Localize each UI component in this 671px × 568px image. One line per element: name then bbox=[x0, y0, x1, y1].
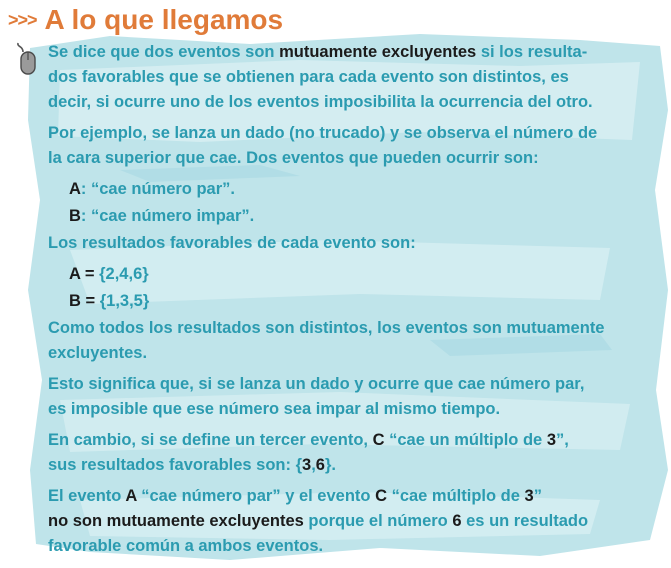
text: , bbox=[311, 456, 316, 474]
event-label: C bbox=[375, 487, 387, 505]
section-title: A lo que llegamos bbox=[44, 4, 284, 35]
set-a bbox=[48, 262, 654, 287]
number: 6 bbox=[452, 512, 462, 530]
text: “cae múltiplo de bbox=[386, 487, 525, 505]
set-values: {2,4,6} bbox=[99, 265, 149, 283]
text: si los resulta- bbox=[476, 43, 588, 61]
text: }. bbox=[324, 456, 336, 474]
conclusion-paragraph bbox=[48, 316, 654, 366]
text: excluyentes. bbox=[48, 344, 148, 362]
event-a bbox=[48, 177, 654, 202]
text: ”, bbox=[556, 431, 569, 449]
mouse-icon bbox=[9, 42, 39, 76]
number: 3 bbox=[524, 487, 534, 505]
meaning-paragraph bbox=[48, 372, 654, 422]
set-b bbox=[48, 289, 654, 314]
text: Por ejemplo, se lanza un dado (no trucado) y se observa el número de bbox=[48, 124, 598, 142]
set-label: B bbox=[69, 292, 81, 310]
text: es un resultado bbox=[461, 512, 589, 530]
content-body bbox=[48, 40, 654, 565]
third-event-paragraph bbox=[48, 428, 654, 478]
event-label: B bbox=[69, 207, 81, 225]
event-text: : “cae número par”. bbox=[80, 180, 235, 198]
text: es imposible que ese número sea impar al mismo tiempo. bbox=[48, 400, 501, 418]
set-values: {1,3,5} bbox=[99, 292, 150, 310]
event-b bbox=[48, 204, 654, 229]
term-mutually-exclusive: mutuamente excluyentes bbox=[279, 43, 477, 61]
text: Como todos los resultados son distintos, los eventos son mutuamente bbox=[48, 319, 605, 337]
text: Esto significa que, si se lanza un dado y ocurre que cae número par, bbox=[48, 375, 585, 393]
event-text: : “cae número impar”. bbox=[80, 207, 255, 225]
text: sus resultados favorables son: { bbox=[48, 456, 303, 474]
chevron-icon: >>> bbox=[8, 9, 37, 30]
text: En cambio, si se define un tercer evento, bbox=[48, 431, 373, 449]
text: la cara superior que cae. Dos eventos que pueden ocurrir son: bbox=[48, 149, 539, 167]
text: ” bbox=[533, 487, 542, 505]
equals-sign: = bbox=[80, 265, 100, 283]
number: 3 bbox=[302, 456, 312, 474]
text: favorable común a ambos eventos. bbox=[48, 537, 324, 555]
term-not-mutually-exclusive: no son mutuamente excluyentes bbox=[48, 512, 304, 530]
example-paragraph bbox=[48, 121, 654, 171]
set-label: A bbox=[69, 265, 81, 283]
text: decir, si ocurre uno de los eventos imposibilita la ocurrencia del otro. bbox=[48, 93, 593, 111]
section-header bbox=[8, 2, 283, 38]
final-paragraph bbox=[48, 484, 654, 559]
text: “cae número par” y el evento bbox=[136, 487, 376, 505]
number: 6 bbox=[315, 456, 325, 474]
event-label: A bbox=[69, 180, 81, 198]
text: “cae un múltiplo de bbox=[384, 431, 547, 449]
definition-paragraph bbox=[48, 40, 654, 115]
text: El evento bbox=[48, 487, 126, 505]
equals-sign: = bbox=[80, 292, 100, 310]
text: porque el número bbox=[303, 512, 453, 530]
text: Se dice que dos eventos son bbox=[48, 43, 280, 61]
event-label: A bbox=[125, 487, 137, 505]
number: 3 bbox=[546, 431, 556, 449]
text: dos favorables que se obtienen para cada evento son distintos, es bbox=[48, 68, 569, 86]
results-intro: Los resultados favorables de cada evento son: bbox=[48, 234, 416, 252]
event-label: C bbox=[372, 431, 385, 449]
